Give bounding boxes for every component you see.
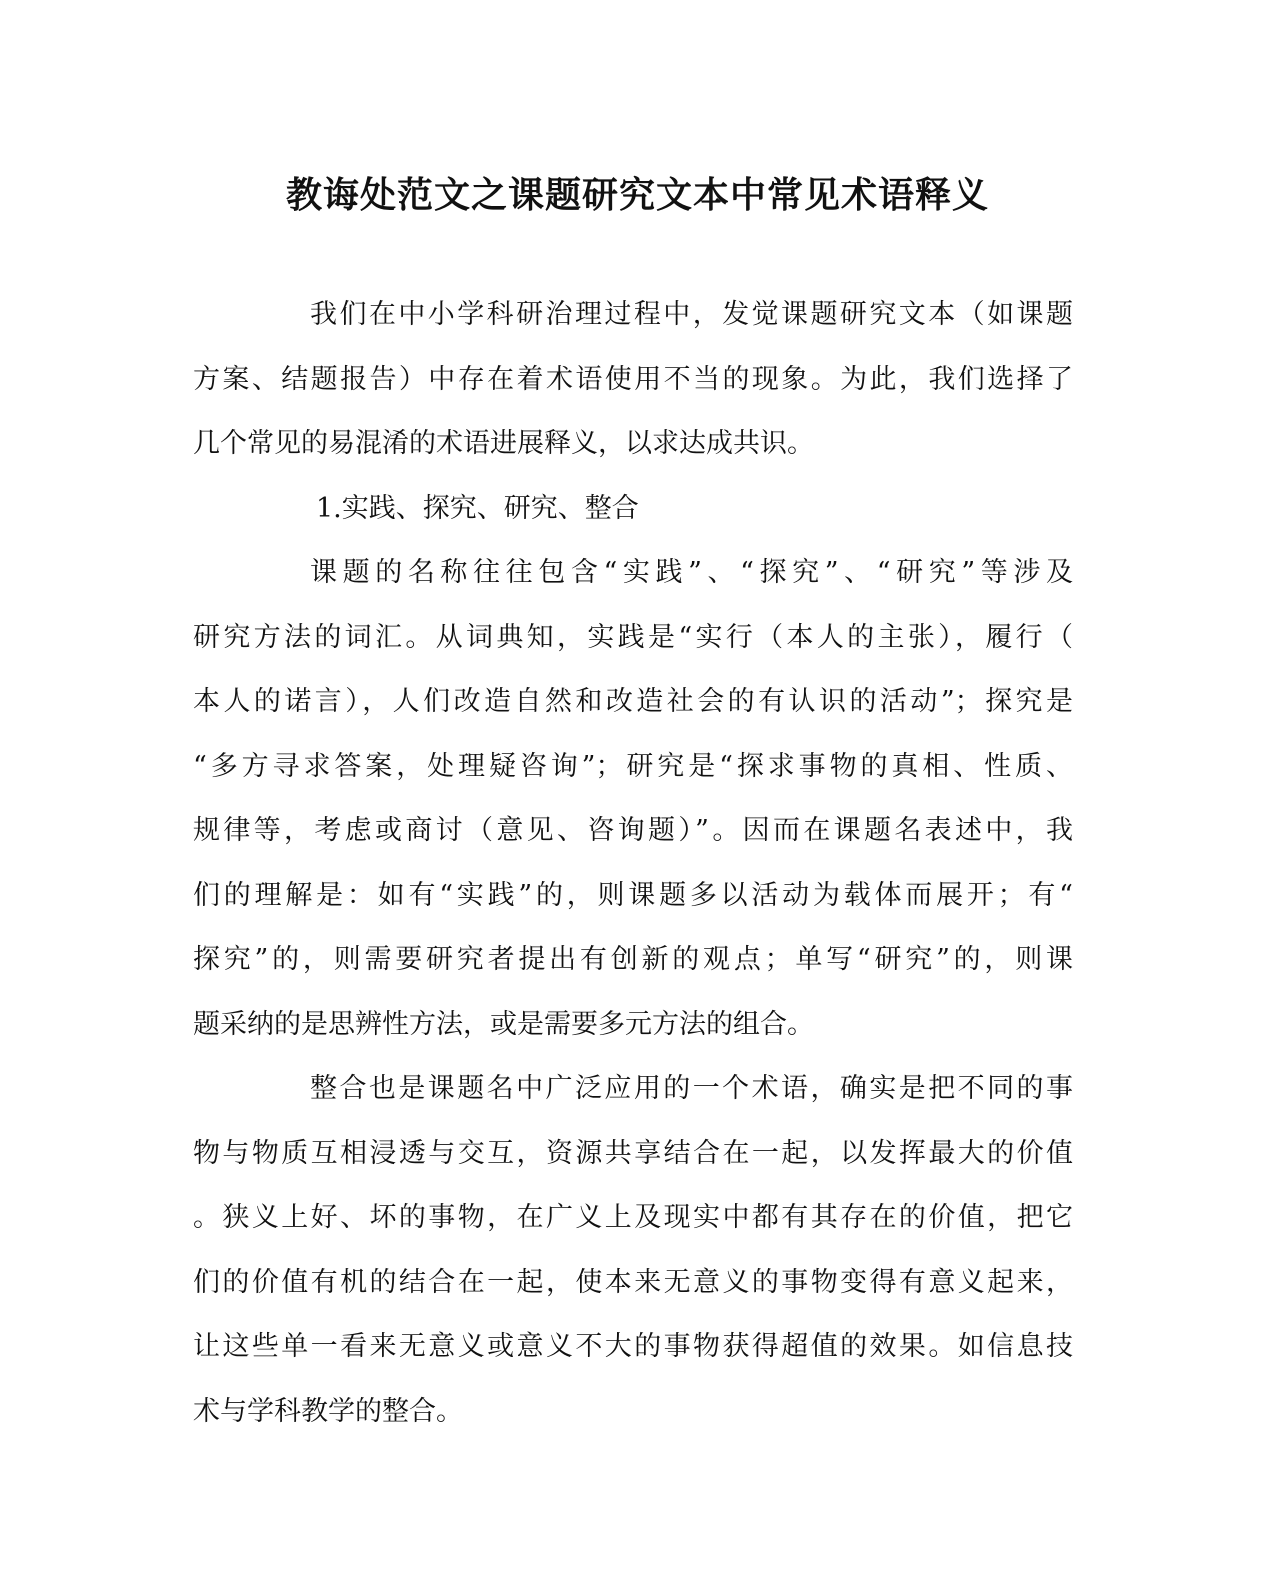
page-title: 教诲处范文之课题研究文本中常见术语释义: [285, 174, 989, 216]
paragraph-3-line-3: 。狭义上好、坏的事物，在广义上及现实中都有其存在的价值，把它: [193, 1202, 1073, 1233]
paragraph-1-line-2: 方案、结题报告）中存在着术语使用不当的现象。为此，我们选择了: [193, 363, 1073, 395]
paragraph-2-line-2: 研究方法的词汇。从词典知，实践是“实行（本人的主张），履行（: [193, 621, 1073, 653]
paragraph-2-line-7: 探究”的，则需要研究者提出有创新的观点；单写“研究”的，则课: [193, 944, 1073, 975]
paragraph-1-line-1: 我们在中小学科研治理过程中，发觉课题研究文本（如课题: [310, 299, 1073, 330]
paragraph-2-line-3: 本人的诺言），人们改造自然和改造社会的有认识的活动”；探究是: [193, 686, 1073, 717]
paragraph-2-line-4: “多方寻求答案，处理疑咨询”；研究是“探求事物的真相、性质、: [193, 750, 1073, 782]
paragraph-1-line-3: 几个常见的易混淆的术语进展释义，以求达成共识。: [193, 428, 814, 459]
paragraph-3-line-2: 物与物质互相浸透与交互，资源共享结合在一起，以发挥最大的价值: [193, 1137, 1073, 1169]
paragraph-2-line-6: 们的理解是：如有“实践”的，则课题多以活动为载体而展开；有“: [193, 879, 1073, 911]
paragraph-2-line-1: 课题的名称往往包含“实践”、“探究”、“研究”等涉及: [310, 557, 1073, 588]
section-heading: 1.实践、探究、研究、整合: [316, 492, 639, 524]
paragraph-3-line-5: 让这些单一看来无意义或意义不大的事物获得超值的效果。如信息技: [193, 1331, 1073, 1362]
paragraph-2-line-5: 规律等，考虑或商讨（意见、咨询题）”。因而在课题名表述中，我: [193, 815, 1073, 846]
paragraph-3-line-1: 整合也是课题名中广泛应用的一个术语，确实是把不同的事: [310, 1073, 1073, 1104]
paragraph-3-line-4: 们的价值有机的结合在一起，使本来无意义的事物变得有意义起来，: [193, 1266, 1073, 1298]
document-body: [193, 283, 1073, 1444]
paragraph-3-line-6: 术与学科教学的整合。: [193, 1395, 463, 1427]
paragraph-2-line-8: 题采纳的是思辨性方法，或是需要多元方法的组合。: [193, 1008, 814, 1040]
